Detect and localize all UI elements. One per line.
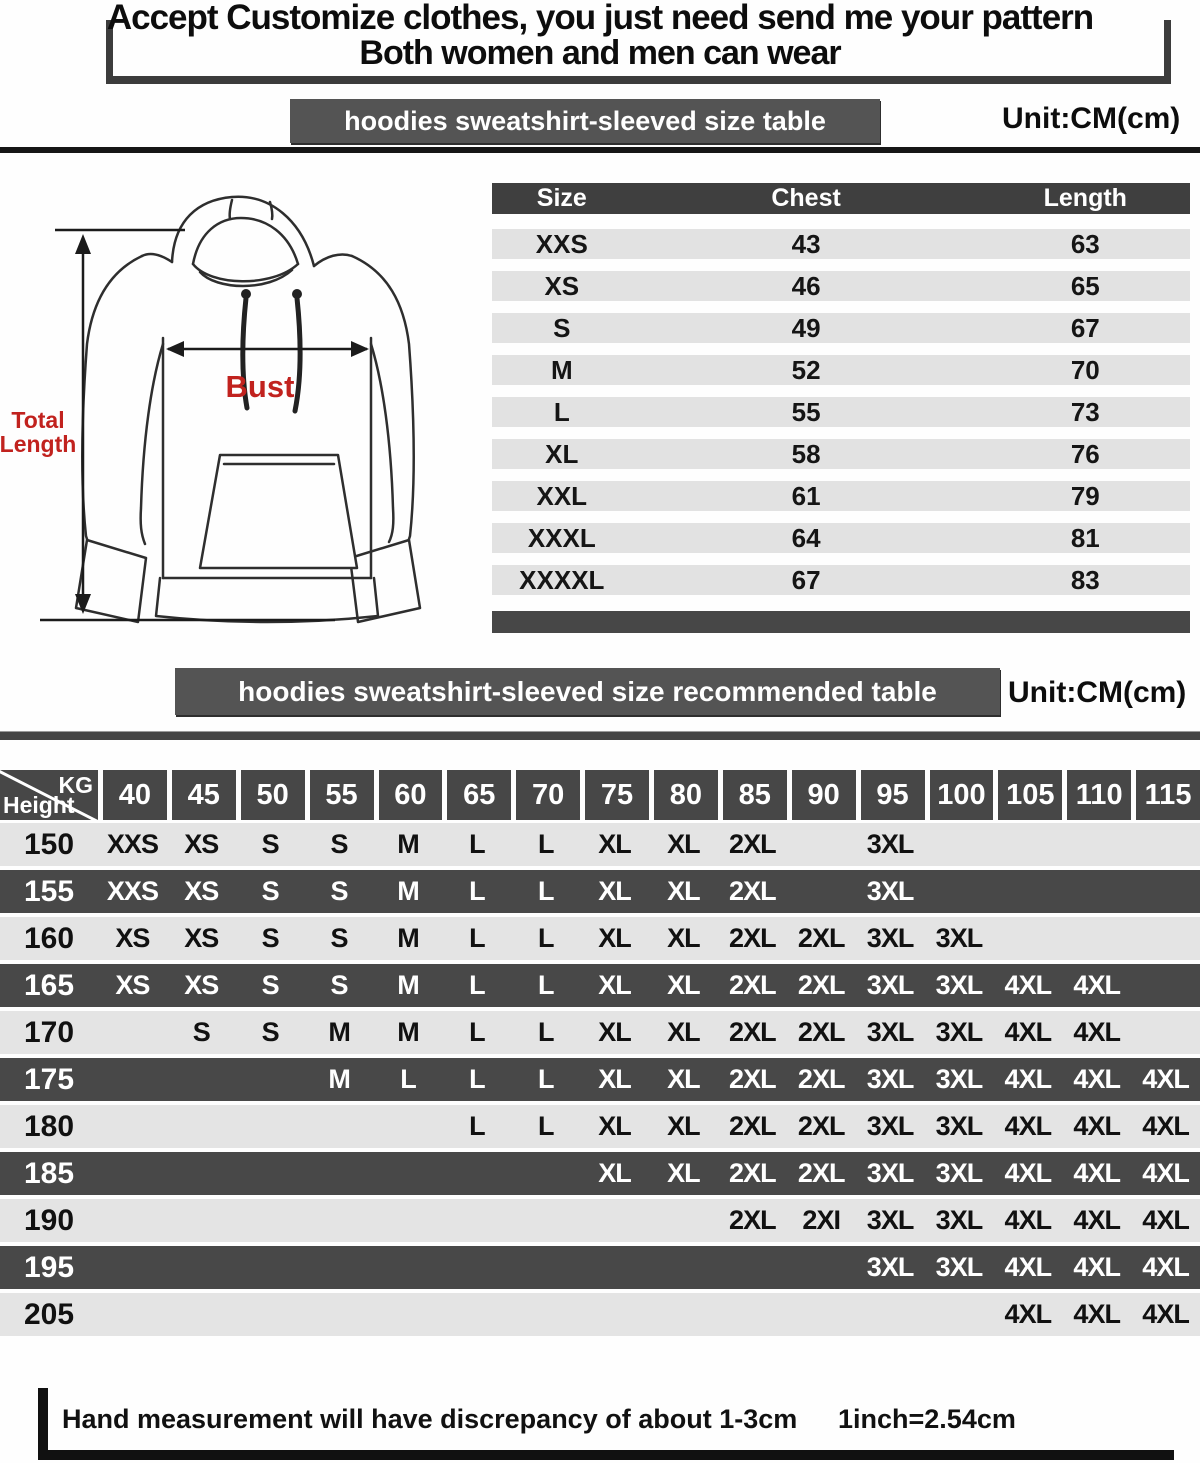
weight-column-header: 90 [792,770,856,820]
kg-height-corner-cell [0,770,98,820]
reco-table-cell: 2XL [729,1111,776,1141]
reco-table-cell: 2XL [797,923,845,953]
weight-column-header: 105 [998,770,1062,820]
reco-table-cell: 3XL [866,1158,914,1188]
reco-table-body [0,823,1200,1336]
reco-table-banner: hoodies sweatshirt-sleeved size recommended table [175,668,1000,715]
reco-table-cell: 4XL [1073,1017,1120,1047]
reco-table-cell: 4XL [1073,1205,1120,1235]
weight-column-header: 70 [516,770,580,820]
size-table-cell: XXXXL [519,565,605,595]
reco-table-cell: 3XL [935,1158,983,1188]
reco-table-cell: 3XL [935,970,983,1000]
reco-table-cell: 3XL [866,970,914,1000]
reco-table-cell: XL [667,970,700,1000]
height-axis-label: Height [3,792,75,818]
height-row-label: 180 [23,1109,75,1143]
reco-table-cell: XL [667,876,700,906]
reco-table-cell: L [537,1111,554,1141]
size-table [492,183,1190,633]
size-table-row [492,523,1190,553]
size-table-cell: 58 [791,439,821,469]
reco-table-row [0,964,1200,1007]
reco-table-cell: XL [598,970,631,1000]
reco-table-cell: 4XL [1073,1158,1120,1188]
size-table-cell: 65 [1070,271,1100,301]
reco-table-cell: 4XL [1142,1205,1189,1235]
height-row-label: 170 [23,1015,75,1049]
reco-table-cell: 4XL [1004,1111,1052,1141]
reco-table-cell: 4XL [1004,1205,1052,1235]
size-table-cell: 81 [1070,523,1100,553]
height-row-label: 160 [23,921,75,955]
reco-table-cell: L [469,970,485,1000]
reco-table-cell: M [328,1017,350,1047]
length-column-header: Length [1043,184,1127,212]
inch-conversion-text: 1inch=2.54cm [838,1404,1016,1434]
size-table-cell: 52 [791,355,821,385]
reco-table-cell: M [328,1064,350,1094]
reco-table-cell: L [469,876,485,906]
reco-table-cell: 3XL [935,1064,983,1094]
reco-table-row [0,823,1200,866]
weight-column-header: 75 [585,770,649,820]
size-table-row [492,439,1190,469]
size-table-cell: 73 [1070,397,1100,427]
reco-table-cell: 2XL [729,970,776,1000]
size-table-row [492,229,1190,259]
reco-table-cell: S [330,876,348,906]
reco-table-row [0,1105,1200,1148]
weight-column-header: 55 [310,770,374,820]
size-table-row [492,355,1190,385]
reco-table-cell: 4XL [1142,1252,1189,1282]
reco-table-cell: 4XL [1004,1017,1052,1047]
reco-table-cell: XL [667,1158,700,1188]
size-table-row [492,271,1190,301]
divider-rule-middle [0,731,1200,740]
reco-table-cell: XL [598,876,631,906]
reco-table-cell: 2XL [729,876,776,906]
reco-table-row [0,1246,1200,1289]
reco-table-unit-label: Unit:CM(cm) [1008,676,1187,709]
height-row-label: 155 [23,874,75,908]
reco-table-cell: XS [115,923,150,953]
reco-table-cell: L [469,923,485,953]
reco-table-cell: M [397,1017,419,1047]
size-table-banner: hoodies sweatshirt-sleeved size table [290,99,880,143]
reco-table-cell: S [192,1017,210,1047]
reco-table-cell: 4XL [1142,1064,1189,1094]
reco-table-cell: 4XL [1073,1111,1120,1141]
reco-table-cell: 3XL [866,1111,914,1141]
reco-table-cell: S [261,829,279,859]
reco-table-cell: 2XL [797,970,845,1000]
size-table-row [492,397,1190,427]
reco-table-cell: L [469,1017,485,1047]
total-length-label-line2: Length [0,431,77,457]
weight-column-header: 115 [1136,770,1200,820]
weight-column-header: 80 [654,770,718,820]
reco-table-cell: M [397,923,419,953]
weight-column-header: 110 [1067,770,1131,820]
reco-table-cell: XL [598,1111,631,1141]
size-table-cell: M [550,355,573,385]
size-table-cell: 55 [791,397,821,427]
reco-table-cell: 4XL [1073,1299,1120,1329]
reco-table-cell: 3XL [935,1017,983,1047]
size-table-cell: XXL [536,481,588,511]
reco-table-cell: XL [598,1158,631,1188]
heading-line-2: Both women and men can wear [359,34,841,72]
reco-table-cell: 2XL [797,1064,845,1094]
reco-table-cell: 4XL [1073,970,1120,1000]
height-row-label: 175 [23,1062,75,1096]
weight-column-header: 60 [379,770,443,820]
reco-table-cell: L [537,1064,554,1094]
reco-table-row [0,917,1200,960]
reco-table-row [0,1058,1200,1101]
size-table-cell: 49 [791,313,821,343]
reco-table-cell: XL [598,829,631,859]
chest-column-header: Chest [771,184,841,212]
size-table-header [492,183,1190,214]
bust-label: Bust [225,369,295,404]
size-table-cell: 79 [1070,481,1100,511]
height-row-label: 150 [23,827,75,861]
size-table-body [492,229,1190,595]
size-table-cell: 67 [1070,313,1100,343]
reco-table-cell: L [537,876,554,906]
reco-table-cell: 3XL [935,1111,983,1141]
heading-line-1: Accept Customize clothes, you just need send me your pattern [106,0,1094,37]
reco-table-cell: L [537,970,554,1000]
reco-table-row [0,870,1200,913]
size-table-cell: XL [545,439,579,469]
reco-table-cell: S [330,970,348,1000]
reco-table-cell: XS [184,876,219,906]
size-table-unit-label: Unit:CM(cm) [1002,102,1181,135]
reco-table-cell: XL [667,1017,700,1047]
size-table-cell: L [553,397,570,427]
divider-rule-top [0,147,1200,153]
weight-column-header: 95 [861,770,925,820]
reco-table-cell: S [261,876,279,906]
size-table-cell: 76 [1070,439,1100,469]
height-row-label: 190 [23,1203,75,1237]
weight-column-header: 100 [930,770,994,820]
reco-table-cell: XS [184,923,219,953]
size-table-cell: S [553,313,571,343]
reco-table-cell: 3XL [866,1205,914,1235]
size-table-row [492,313,1190,343]
reco-table-cell: XS [184,829,219,859]
reco-table-header [0,770,1200,820]
size-column-header: Size [536,184,587,212]
reco-table-cell: 3XL [866,923,914,953]
reco-table-row [0,1199,1200,1242]
reco-table-cell: M [397,970,419,1000]
reco-table-cell: 3XL [935,1252,983,1282]
weight-column-header: 85 [723,770,787,820]
reco-table-cell: 4XL [1004,1299,1052,1329]
reco-table-cell: 4XL [1142,1111,1189,1141]
reco-table-cell: 2XL [797,1017,845,1047]
reco-table-row [0,1011,1200,1054]
reco-table-cell: 4XL [1004,1252,1052,1282]
size-table-cell: 67 [791,565,821,595]
reco-table-cell: XS [115,970,150,1000]
height-row-label: 205 [23,1297,75,1331]
weight-column-header: 40 [103,770,167,820]
reco-table-cell: XXS [106,876,158,906]
reco-table-cell: S [261,923,279,953]
reco-table-cell: XS [184,970,219,1000]
reco-table-cell: S [330,923,348,953]
size-table-cell: 43 [791,229,821,259]
size-table-row [492,565,1190,595]
reco-table-cell: S [261,970,279,1000]
weight-column-header: 45 [172,770,236,820]
measurement-note-box [38,1388,1174,1460]
reco-table-cell: 2XL [729,1158,776,1188]
height-row-label: 165 [23,968,75,1002]
reco-table-cell: 4XL [1142,1158,1189,1188]
reco-table-cell: 2XL [729,1205,776,1235]
reco-table-cell: 4XL [1073,1064,1120,1094]
size-table-cell: XS [544,271,580,301]
measurement-note-text: Hand measurement will have discrepancy of about 1-3cm [62,1404,798,1434]
hoodie-measurement-diagram [0,178,490,648]
recommended-size-table [0,770,1200,1336]
weight-column-header: 50 [241,770,305,820]
reco-table-cell: 2XL [729,923,776,953]
reco-table-cell: L [537,1017,554,1047]
height-row-label: 195 [23,1250,75,1284]
reco-table-cell: 2XL [797,1158,845,1188]
reco-table-cell: 3XL [935,923,983,953]
reco-table-cell: 2XL [729,1064,776,1094]
reco-table-cell: XXS [106,829,158,859]
kg-axis-label: KG [58,772,93,798]
reco-table-cell: 3XL [866,829,914,859]
reco-table-row [0,1293,1200,1336]
reco-table-cell: S [261,1017,279,1047]
reco-table-cell: XL [598,1017,631,1047]
reco-table-cell: 2XL [797,1111,845,1141]
drawstring-eyelets [241,289,302,299]
reco-table-cell: M [397,829,419,859]
reco-table-cell: L [469,829,485,859]
reco-table-cell: 4XL [1073,1252,1120,1282]
reco-table-cell: L [537,923,554,953]
reco-table-cell: 4XL [1004,1158,1052,1188]
reco-table-cell: 3XL [866,1252,914,1282]
reco-table-cell: S [330,829,348,859]
reco-table-cell: XL [598,1064,631,1094]
size-table-cell: 70 [1070,355,1100,385]
reco-table-cell: L [469,1064,485,1094]
size-table-cell: 61 [791,481,821,511]
reco-table-cell: 4XL [1004,970,1052,1000]
reco-table-row [0,1152,1200,1195]
reco-table-cell: 2XL [729,1017,776,1047]
reco-table-cell: 3XL [866,1064,914,1094]
size-table-row [492,481,1190,511]
total-length-label-line1: Total [11,407,65,433]
height-row-label: 185 [23,1156,75,1190]
weight-column-header: 65 [447,770,511,820]
reco-table-cell: XL [667,1111,700,1141]
reco-table-cell: 4XL [1004,1064,1052,1094]
reco-table-cell: 3XL [866,1017,914,1047]
size-table-footer-bar [492,611,1190,633]
size-table-cell: 83 [1070,565,1100,595]
size-table-cell: 63 [1070,229,1100,259]
reco-table-cell: M [397,876,419,906]
reco-table-cell: L [469,1111,485,1141]
size-table-cell: XXXL [527,523,596,553]
size-table-cell: 64 [791,523,821,553]
reco-table-cell: L [400,1064,416,1094]
reco-table-cell: 4XL [1142,1299,1189,1329]
reco-table-cell: XL [667,829,700,859]
reco-table-cell: XL [667,1064,700,1094]
reco-table-cell: 3XL [866,876,914,906]
reco-table-cell: XL [667,923,700,953]
reco-table-cell: L [537,829,554,859]
size-table-cell: 46 [791,271,821,301]
reco-table-cell: 3XL [935,1205,983,1235]
reco-table-cell: 2XL [729,829,776,859]
size-table-cell: XXS [535,229,588,259]
reco-table-cell: 2XI [802,1205,840,1235]
reco-table-cell: XL [598,923,631,953]
